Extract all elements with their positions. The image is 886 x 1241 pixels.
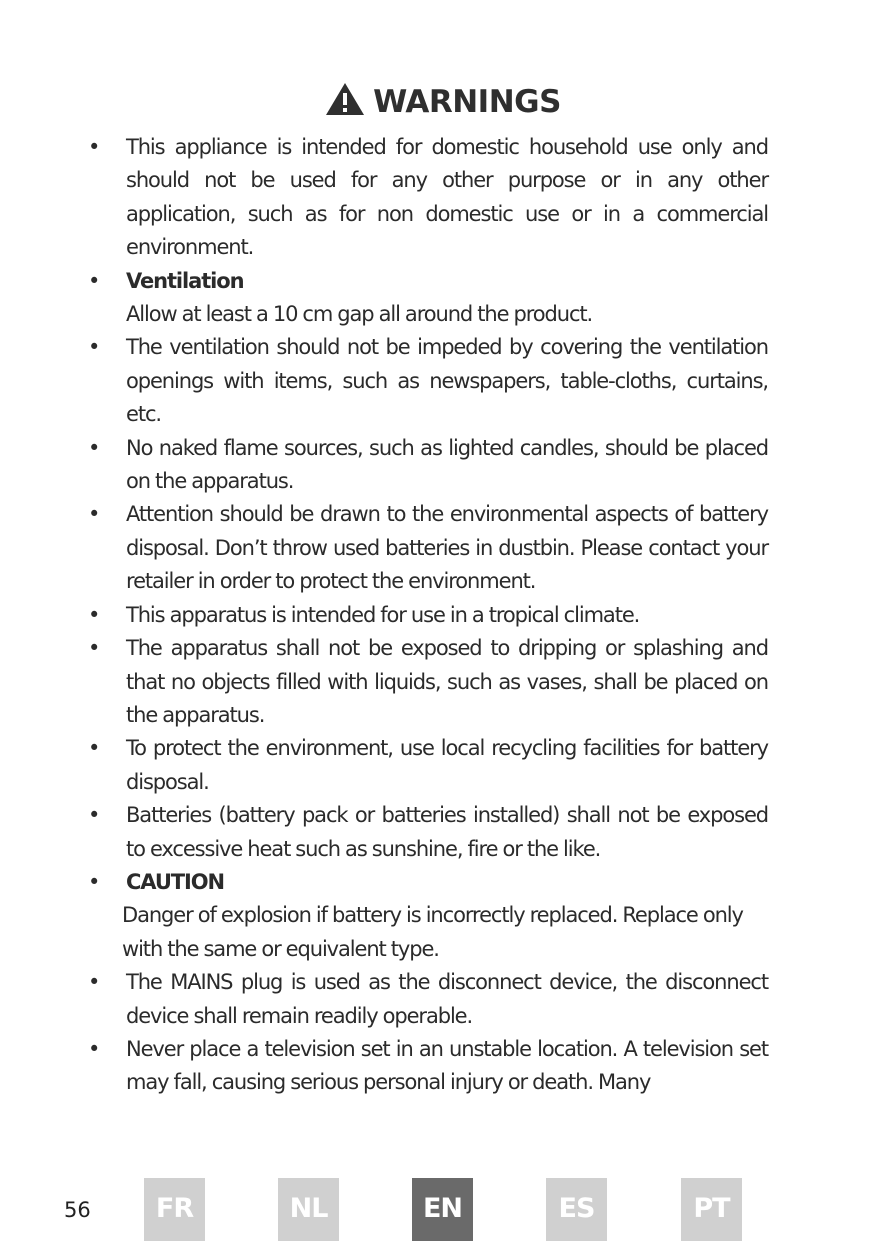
bullet-icon: • xyxy=(88,636,100,661)
list-item xyxy=(88,599,768,632)
language-tab-en[interactable]: EN xyxy=(412,1178,473,1241)
list-item xyxy=(88,732,768,799)
warning-text: The MAINS plug is used as the disconnect device, the disconnect device shall remain readily operable. xyxy=(126,970,768,1028)
warning-text: The apparatus shall not be exposed to dripping or splashing and that no objects filled with liquids, such as vases, shall be placed on the apparatus. xyxy=(126,636,768,727)
bullet-icon: • xyxy=(88,803,100,828)
warning-text: Never place a television set in an unstable location. A television set may fall, causing serious personal injury or death. Many xyxy=(126,1036,768,1095)
language-tab-es[interactable]: ES xyxy=(546,1178,607,1241)
bullet-icon: • xyxy=(88,268,100,293)
bullet-icon: • xyxy=(88,736,100,761)
page-title-text: WARNINGS xyxy=(373,84,561,120)
language-tab-pt[interactable]: PT xyxy=(681,1178,742,1241)
warning-text: Allow at least a 10 cm gap all around the product. xyxy=(126,302,593,327)
list-item xyxy=(88,265,768,332)
warning-heading: CAUTION xyxy=(126,869,224,894)
bullet-icon: • xyxy=(88,869,100,894)
warning-text: No naked flame sources, such as lighted candles, should be placed on the apparatus. xyxy=(126,435,768,494)
warning-text: This apparatus is intended for use in a tropical climate. xyxy=(126,602,640,627)
list-item xyxy=(88,432,768,499)
list-item xyxy=(88,632,768,732)
bullet-icon: • xyxy=(88,335,100,360)
warning-text: Danger of explosion if battery is incorrectly replaced. Replace only with the same or equivalent type. xyxy=(122,903,743,961)
page-number: 56 xyxy=(64,1198,91,1222)
list-item xyxy=(88,966,768,1033)
warning-text: To protect the environment, use local recycling facilities for battery disposal. xyxy=(126,736,768,794)
page-footer xyxy=(0,1178,886,1241)
warning-text: Batteries (battery pack or batteries installed) shall not be exposed to excessive heat such as sunshine, fire or the like. xyxy=(126,803,768,861)
list-item xyxy=(88,799,768,866)
warning-text: This appliance is intended for domestic household use only and should not be used for any other purpose or in any other application, such as for non domestic use or in a commercial environment. xyxy=(126,135,768,260)
list-item xyxy=(88,866,768,966)
warnings-list xyxy=(88,131,768,1100)
list-item xyxy=(88,131,768,265)
list-item xyxy=(88,331,768,431)
bullet-icon: • xyxy=(88,435,100,460)
list-item xyxy=(88,498,768,598)
language-tab-fr[interactable]: FR xyxy=(144,1178,205,1241)
warning-text: The ventilation should not be impeded by covering the ventilation openings with items, such as newspapers, table-cloths, curtains, etc. xyxy=(126,335,768,427)
list-item xyxy=(88,1033,768,1100)
warning-triangle-icon xyxy=(325,82,365,124)
bullet-icon: • xyxy=(88,1036,100,1061)
page-title xyxy=(0,82,886,124)
warning-heading: Ventilation xyxy=(126,268,244,293)
warning-text: Attention should be drawn to the environmental aspects of battery disposal. Don’t throw used batteries in dustbin. Please contact your retailer in order to protect the environment. xyxy=(126,502,768,594)
language-tab-nl[interactable]: NL xyxy=(278,1178,339,1241)
bullet-icon: • xyxy=(88,135,100,159)
bullet-icon: • xyxy=(88,970,100,995)
bullet-icon: • xyxy=(88,502,100,527)
bullet-icon: • xyxy=(88,602,100,627)
